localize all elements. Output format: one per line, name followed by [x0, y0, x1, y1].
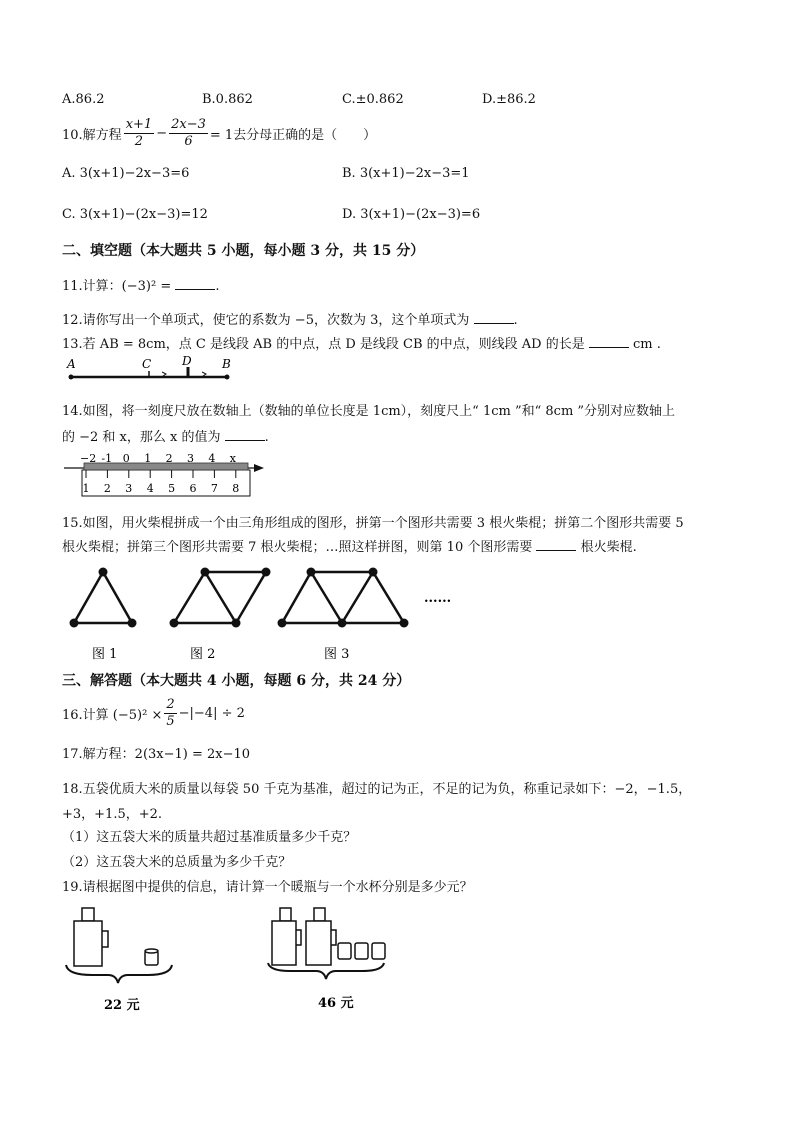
- section-2-title: 二、填空题（本大题共 5 小题，每小题 3 分，共 15 分）: [62, 243, 425, 259]
- q16-numerator: 2: [166, 696, 175, 712]
- ruler-top-label: 4: [208, 452, 216, 465]
- question-12: 12.请你写出一个单项式，使它的系数为 −5，次数为 3，这个单项式为 .: [62, 313, 518, 328]
- figure-1: [74, 572, 132, 623]
- figure-1-label: 图 1: [92, 647, 118, 662]
- ruler-top-label: x: [229, 452, 237, 465]
- question-14-line-1: 14.如图，将一刻度尺放在数轴上（数轴的单位长度是 1cm），刻度尺上“ 1cm ”和“ 8cm ”分别对应数轴上: [62, 404, 676, 419]
- ruler-figure: [62, 450, 272, 498]
- ruler-top-label: −2: [80, 452, 97, 465]
- ruler-top-label: -1: [101, 452, 113, 465]
- question-10: [62, 113, 376, 153]
- q10-option-c: C. 3(x+1)−(2x−3)=12: [62, 207, 208, 222]
- q10-prefix: 10.解方程: [62, 127, 122, 143]
- question-11: 11.计算：(−3)² = .: [62, 279, 220, 294]
- q16-prefix: 16.计算 (−5)² ×: [62, 707, 163, 723]
- tick-mark: [202, 372, 206, 376]
- matchstick-figures: [62, 560, 482, 665]
- q10-f1-denominator: 2: [134, 133, 144, 149]
- q13-text: 13.若 AB = 8cm，点 C 是线段 AB 的中点，点 D 是线段 CB 的中点，则线段 AD 的长是: [62, 337, 585, 352]
- ruler-top-label: 2: [165, 452, 173, 465]
- ruler-bottom-label: 2: [103, 482, 111, 495]
- thermos-icon: [314, 908, 325, 921]
- q10-fraction-1: [124, 117, 155, 150]
- answer-blank: [175, 277, 215, 290]
- label-c: C: [142, 357, 152, 371]
- question-14-line-2: 的 −2 和 x，那么 x 的值为 .: [62, 430, 269, 445]
- q14-text: 的 −2 和 x，那么 x 的值为: [62, 430, 221, 445]
- ruler-bottom-label: 3: [125, 482, 133, 495]
- q9-option-b: B.0.862: [202, 92, 253, 107]
- figure-continuation: ......: [424, 591, 452, 606]
- question-15-line-1: 15.如图，用火柴棍拼成一个由三角形组成的图形，拼第一个图形共需要 3 根火柴棍；拼第二个图形共需要 5: [62, 516, 684, 531]
- price-1: 22 元: [104, 998, 140, 1013]
- ruler-bottom-label: 6: [189, 482, 197, 495]
- tick-mark: [162, 372, 166, 376]
- question-15-line-2: [62, 536, 637, 555]
- figure-3: [282, 572, 404, 623]
- question-18-sub-2: （2）这五袋大米的总质量为多少千克？: [62, 855, 292, 870]
- thermos-icon: [280, 908, 291, 921]
- figure-2-label: 图 2: [190, 647, 216, 662]
- q15-text-end: 根火柴棍.: [580, 540, 637, 555]
- figure-2: [174, 572, 266, 623]
- q16-fraction: [164, 697, 176, 730]
- question-17: 17.解方程：2(3x−1) = 2x−10: [62, 747, 251, 762]
- question-19: 19.请根据图中提供的信息，请计算一个暖瓶与一个水杯分别是多少元？: [62, 880, 473, 895]
- q15-text: 根火柴棍；拼第三个图形共需要 7 根火柴棍；…照这样拼图，则第 10 个图形需要: [62, 540, 533, 555]
- ruler-bottom-label: 5: [168, 482, 176, 495]
- label-b: B: [222, 357, 231, 371]
- question-16: [62, 694, 245, 732]
- q10-f1-numerator: x+1: [125, 116, 153, 132]
- answer-blank: [536, 538, 576, 551]
- ruler-top-label: 0: [122, 452, 130, 465]
- label-d: D: [182, 355, 192, 368]
- group-1: [74, 908, 158, 966]
- point-a: [69, 375, 74, 380]
- question-18-sub-1: （1）这五袋大米的质量共超过基准质量多少千克？: [62, 830, 357, 845]
- thermos-icon: [82, 908, 94, 921]
- q10-f2-denominator: 6: [184, 133, 193, 149]
- q10-minus: −: [156, 125, 168, 141]
- segment-figure: [62, 355, 242, 385]
- q12-text: 12.请你写出一个单项式，使它的系数为 −5，次数为 3，这个单项式为: [62, 313, 470, 328]
- cup-icon: [338, 943, 351, 959]
- q9-option-d: D.±86.2: [482, 92, 536, 107]
- label-a: A: [67, 357, 76, 371]
- q16-denominator: 5: [166, 713, 175, 729]
- q11-text: 11.计算：(−3)² =: [62, 279, 172, 294]
- cup-icon: [372, 943, 385, 959]
- cup-icon: [355, 943, 368, 959]
- ruler-bottom-label: 4: [146, 482, 154, 495]
- q13-unit: cm .: [633, 337, 661, 352]
- brace-1: [66, 965, 172, 983]
- point-b: [225, 375, 230, 380]
- q10-suffix: = 1去分母正确的是（ ）: [209, 127, 377, 143]
- q10-option-d: D. 3(x+1)−(2x−3)=6: [342, 207, 481, 222]
- answer-blank: [225, 428, 265, 441]
- ruler-bottom-label: 7: [210, 482, 218, 495]
- q10-option-a: A. 3(x+1)−2x−3=6: [62, 166, 190, 181]
- question-13: [62, 333, 661, 352]
- answer-blank: [474, 311, 514, 324]
- question-18-line-2: +3，+1.5，+2.: [62, 807, 163, 822]
- group-2: [272, 908, 385, 965]
- ruler-bottom-label: 1: [82, 482, 90, 495]
- axis-arrow-icon: [254, 464, 264, 472]
- question-18-line-1: 18.五袋优质大米的质量以每袋 50 千克为基准，超过的记为正，不足的记为负，称重记录如下：−2，−1.5，: [62, 782, 692, 797]
- answer-blank: [589, 335, 629, 348]
- q9-option-c: C.±0.862: [342, 92, 404, 107]
- ruler-bottom-label: 8: [232, 482, 240, 495]
- figure-3-label: 图 3: [324, 647, 350, 662]
- q10-option-b: B. 3(x+1)−2x−3=1: [342, 166, 470, 181]
- q10-f2-numerator: 2x−3: [171, 116, 206, 132]
- price-figures: [62, 905, 402, 1015]
- q16-suffix: −|−4| ÷ 2: [178, 705, 245, 721]
- q10-fraction-2: [169, 117, 208, 150]
- section-3-title: 三、解答题（本大题共 4 小题，每题 6 分，共 24 分）: [62, 673, 411, 689]
- ruler-top-label: 1: [144, 452, 152, 465]
- q9-option-a: A.86.2: [62, 92, 105, 107]
- ruler-top-label: 3: [187, 452, 194, 465]
- price-2: 46 元: [318, 996, 354, 1011]
